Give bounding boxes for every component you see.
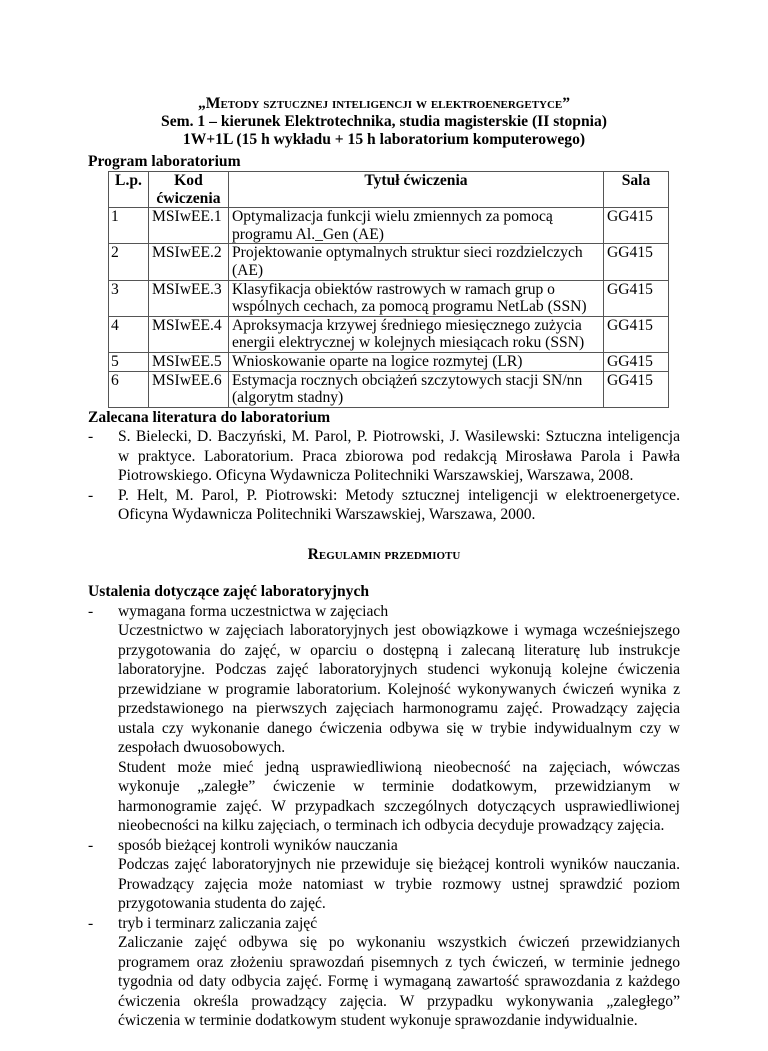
cell-room: GG415 [604,280,669,316]
text-line: laboratoryjne. Podczas zajęć laboratoryjnych studenci wykonują kolejne ćwiczenia [118,661,680,679]
lab-program-section [88,153,680,408]
regulation-label: sposób bieżącej kontroli wyników nauczania [118,836,398,854]
text-line: ćwiczenia określa prowadzący zajęcia. W przypadku wykonywania „zaległego” [118,992,680,1010]
semester-line: Sem. 1 – kierunek Elektrotechnika, studia magisterskie (II stopnia) [161,113,607,130]
cell-lp: 5 [109,352,149,371]
table-row [109,316,669,352]
bullet-dash: - [88,486,94,504]
cell-room: GG415 [604,371,669,407]
table-row [109,371,669,407]
cell-title: Klasyfikacja obiektów rastrowych w ramach grup o wspólnych cechach, za pomocą programu NetLab (SSN) [228,280,603,316]
section-heading: Zalecana literatura do laboratorium [88,408,331,426]
cell-room: GG415 [604,352,669,371]
paragraph [118,933,680,1031]
cell-lp: 6 [109,371,149,407]
cell-code: MSIwEE.1 [148,208,228,244]
cell-lp: 3 [109,280,149,316]
regulation-item [88,602,680,836]
literature-item [88,427,680,486]
text-line: ćwiczenia w terminie dodatkowym student wykonuje sprawozdanie indywidualnie. [118,1012,638,1030]
regulation-item [88,836,680,914]
section-heading: Ustalenia dotyczące zajęć laboratoryjnych [88,583,370,601]
text-line: zespołach dwuosobowych. [118,739,286,757]
cell-lp: 4 [109,316,149,352]
literature-section [88,408,680,525]
regulation-label: wymagana forma uczestnictwa w zajęciach [118,602,389,620]
cell-code: MSIwEE.4 [148,316,228,352]
table-header-row [109,172,669,208]
text-line: Prowadzący zajęcia może natomiast w trybie rozmowy ustnej sprawdzić poziom [118,875,680,893]
cell-title: Projektowanie optymalnych struktur sieci rozdzielczych (AE) [228,244,603,280]
regulations-title-text: Regulamin przedmiotu [307,545,461,563]
column-header: Tytuł ćwiczenia [228,172,603,208]
paragraph [118,855,680,914]
column-header: L.p. [109,172,149,208]
bullet-dash: - [88,602,94,620]
cell-title: Wnioskowanie oparte na logice rozmytej (LR) [228,352,603,371]
cell-title: Optymalizacja funkcji wielu zmiennych za pomocą programu Al._Gen (AE) [228,208,603,244]
course-title: „Metody sztucznej inteligencji w elektroenergetyce” [197,95,571,112]
cell-lp: 2 [109,244,149,280]
text-line: Podczas zajęć laboratoryjnych nie przewiduje się bieżącej kontroli wyników nauczania. [118,856,680,874]
text-line: wykonuje „zaległe” ćwiczenie w terminie dodatkowym, przewidzianym w [118,778,680,796]
cell-room: GG415 [604,316,669,352]
text-line: w praktyce. Laboratorium. Praca zbiorowa pod redakcją Mirosława Parola i Pawła [118,447,680,465]
text-line: Uczestnictwo w zajęciach laboratoryjnych jest obowiązkowe i wymaga wcześniejszego [118,622,680,640]
text-line: Piotrowskiego. Oficyna Wydawnicza Politechniki Warszawskiej, Warszawa, 2008. [118,467,634,485]
text-line: Student może mieć jedną usprawiedliwioną nieobecność na zajęciach, wówczas [118,758,680,776]
regulation-item [88,914,680,1031]
table-row [109,352,669,371]
regulations-title [0,545,768,565]
lab-program-table [108,171,669,408]
column-header: Kod ćwiczenia [148,172,228,208]
text-line: ustala czy wykonanie danego ćwiczenia odbywa się w trybie indywidualnym czy w [118,719,680,737]
text-line: tygodnia od daty odbycia zajęć. Formę i wymaganą zawartość sprawozdania z każdego [118,973,680,991]
cell-code: MSIwEE.3 [148,280,228,316]
text-line: nieobecności na kilku zajęciach, o terminach ich odbycia decyduje prowadzący zajęcia. [118,817,665,835]
bullet-dash: - [88,914,94,932]
document-header [0,95,768,149]
hours-line: 1W+1L (15 h wykładu + 15 h laboratorium komputerowego) [182,131,586,148]
section-heading: Program laboratorium [88,153,241,170]
column-header: Sala [604,172,669,208]
text-line: przewidziane w programie laboratorium. Kolejność wykonywanych ćwiczeń wynika z [118,680,680,698]
text-line: Zaliczanie zajęć odbywa się po wykonaniu wszystkich ćwiczeń przewidzianych [118,934,680,952]
bullet-dash: - [88,836,94,854]
cell-title: Estymacja rocznych obciążeń szczytowych stacji SN/nn (algorytm stadny) [228,371,603,407]
paragraph [118,758,680,836]
cell-lp: 1 [109,208,149,244]
text-line: programem oraz złożeniu sprawozdań pisemnych z tych ćwiczeń, w terminie jednego [118,953,680,971]
text-line: przygotowania studenta do zajęć. [118,895,326,913]
paragraph [118,621,680,758]
regulations-section [88,582,680,1031]
text-line: P. Helt, M. Parol, P. Piotrowski: Metody sztucznej inteligencji w elektroenergetyce. [118,486,680,504]
text-line: S. Bielecki, D. Baczyński, M. Parol, P. Piotrowski, J. Wasilewski: Sztuczna inteligencja [118,428,680,446]
text-line: harmonogramie zajęć. W przypadkach szczególnych dotyczących usprawiedliwionej [118,797,680,815]
cell-code: MSIwEE.5 [148,352,228,371]
cell-code: MSIwEE.2 [148,244,228,280]
text-line: przedstawionego na pierwszych zajęciach harmonogramu zajęć. Prowadzący zajęcia [118,700,680,718]
bullet-dash: - [88,428,94,446]
table-row [109,244,669,280]
text-line: przygotowania do zajęć, w oparciu o dostępną i zalecaną literaturę lub instrukcje [118,641,680,659]
table-row [109,280,669,316]
literature-item [88,486,680,525]
cell-room: GG415 [604,208,669,244]
text-line: Oficyna Wydawnicza Politechniki Warszawskiej, Warszawa, 2000. [118,506,536,524]
cell-room: GG415 [604,244,669,280]
cell-title: Aproksymacja krzywej średniego miesięcznego zużycia energii elektrycznej w kolejnych miesiącach roku (SSN) [228,316,603,352]
regulation-label: tryb i terminarz zaliczania zajęć [118,914,318,932]
cell-code: MSIwEE.6 [148,371,228,407]
table-row [109,208,669,244]
